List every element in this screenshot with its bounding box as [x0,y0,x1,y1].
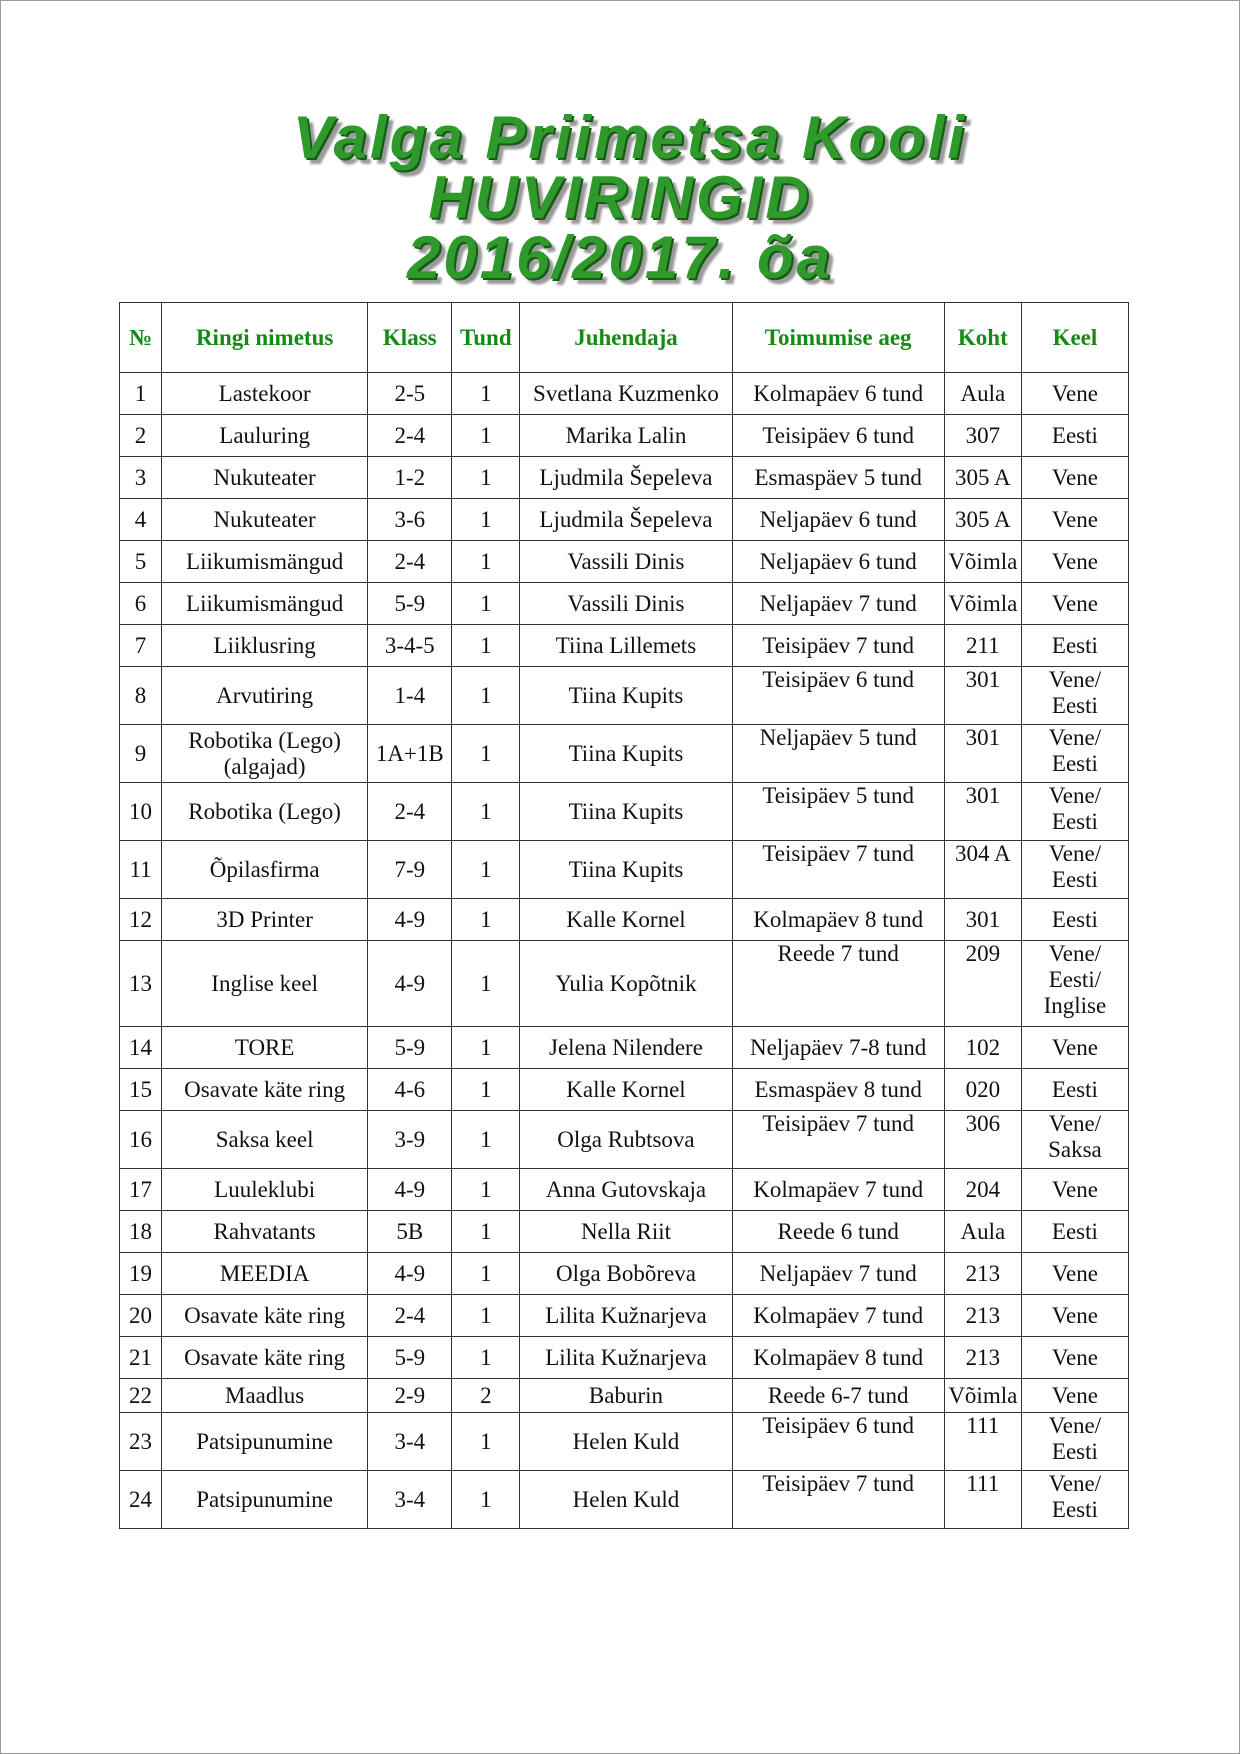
circle-name-cell: Luuleklubi [162,1169,368,1211]
class-cell: 2-4 [368,541,452,583]
place-cell: 111 [944,1413,1021,1471]
lesson-cell: 1 [452,541,520,583]
circle-name-cell: Robotika (Lego) [162,783,368,841]
table-row [120,583,1129,625]
instructor-cell: Tiina Lillemets [520,625,732,667]
instructor-cell: Vassili Dinis [520,541,732,583]
row-number-cell: 5 [120,541,162,583]
instructor-cell: Kalle Kornel [520,1069,732,1111]
lesson-cell: 1 [452,1211,520,1253]
instructor-cell: Lilita Kužnarjeva [520,1337,732,1379]
place-cell: 304 A [944,841,1021,899]
class-cell: 5B [368,1211,452,1253]
language-cell: Vene [1021,373,1128,415]
circle-name-cell: Robotika (Lego) (algajad) [162,725,368,783]
table-row [120,941,1129,1027]
language-cell: Vene [1021,541,1128,583]
instructor-cell: Olga Bobõreva [520,1253,732,1295]
circle-name-cell: Maadlus [162,1379,368,1413]
header-instructor: Juhendaja [520,303,732,373]
schedule-cell: Kolmapäev 6 tund [732,373,944,415]
instructor-cell: Nella Riit [520,1211,732,1253]
row-number-cell: 24 [120,1471,162,1529]
hobby-circles-table [119,302,1129,1529]
class-cell: 1A+1B [368,725,452,783]
schedule-cell: Teisipäev 5 tund [732,783,944,841]
schedule-cell: Neljapäev 6 tund [732,499,944,541]
place-cell: Võimla [944,541,1021,583]
class-cell: 1-4 [368,667,452,725]
language-cell: Vene [1021,499,1128,541]
class-cell: 2-4 [368,783,452,841]
place-cell: 301 [944,783,1021,841]
row-number-cell: 14 [120,1027,162,1069]
place-cell: 211 [944,625,1021,667]
place-cell: 301 [944,667,1021,725]
instructor-cell: Tiina Kupits [520,783,732,841]
instructor-cell: Ljudmila Šepeleva [520,457,732,499]
schedule-cell: Reede 6-7 tund [732,1379,944,1413]
row-number-cell: 12 [120,899,162,941]
place-cell: Aula [944,1211,1021,1253]
table-row [120,841,1129,899]
instructor-cell: Ljudmila Šepeleva [520,499,732,541]
circle-name-cell: Nukuteater [162,457,368,499]
circle-name-cell: Õpilasfirma [162,841,368,899]
place-cell: 305 A [944,457,1021,499]
row-number-cell: 7 [120,625,162,667]
lesson-cell: 1 [452,583,520,625]
class-cell: 2-5 [368,373,452,415]
class-cell: 3-4-5 [368,625,452,667]
lesson-cell: 1 [452,667,520,725]
place-cell: 305 A [944,499,1021,541]
circle-name-cell: MEEDIA [162,1253,368,1295]
row-number-cell: 3 [120,457,162,499]
place-cell: Võimla [944,583,1021,625]
row-number-cell: 22 [120,1379,162,1413]
language-cell: Vene [1021,583,1128,625]
language-cell: Vene [1021,1027,1128,1069]
place-cell: 102 [944,1027,1021,1069]
schedule-cell: Neljapäev 7 tund [732,583,944,625]
circle-name-cell: Arvutiring [162,667,368,725]
row-number-cell: 15 [120,1069,162,1111]
lesson-cell: 1 [452,783,520,841]
instructor-cell: Marika Lalin [520,415,732,457]
circle-name-cell: Liikumismängud [162,541,368,583]
table-row [120,783,1129,841]
schedule-cell: Kolmapäev 7 tund [732,1169,944,1211]
header-place: Koht [944,303,1021,373]
table-row [120,1169,1129,1211]
class-cell: 5-9 [368,1027,452,1069]
place-cell: 111 [944,1471,1021,1529]
circle-name-cell: Liiklusring [162,625,368,667]
class-cell: 2-4 [368,415,452,457]
instructor-cell: Baburin [520,1379,732,1413]
row-number-cell: 13 [120,941,162,1027]
lesson-cell: 1 [452,415,520,457]
table-row [120,499,1129,541]
header-language: Keel [1021,303,1128,373]
schedule-cell: Kolmapäev 8 tund [732,899,944,941]
language-cell: Vene/ Eesti [1021,841,1128,899]
lesson-cell: 1 [452,499,520,541]
place-cell: Võimla [944,1379,1021,1413]
lesson-cell: 1 [452,1471,520,1529]
place-cell: 301 [944,725,1021,783]
table-row [120,1471,1129,1529]
schedule-cell: Teisipäev 6 tund [732,667,944,725]
lesson-cell: 1 [452,1253,520,1295]
language-cell: Eesti [1021,1211,1128,1253]
schedule-cell: Neljapäev 6 tund [732,541,944,583]
title-school: Valga Priimetsa Kooli [292,104,968,171]
table-row [120,457,1129,499]
schedule-cell: Teisipäev 6 tund [732,415,944,457]
row-number-cell: 19 [120,1253,162,1295]
table-row [120,1253,1129,1295]
row-number-cell: 10 [120,783,162,841]
table-row [120,667,1129,725]
table-row [120,541,1129,583]
schedule-cell: Kolmapäev 7 tund [732,1295,944,1337]
instructor-cell: Vassili Dinis [520,583,732,625]
lesson-cell: 1 [452,1295,520,1337]
language-cell: Eesti [1021,415,1128,457]
schedule-cell: Teisipäev 7 tund [732,625,944,667]
circle-name-cell: 3D Printer [162,899,368,941]
row-number-cell: 9 [120,725,162,783]
instructor-cell: Helen Kuld [520,1413,732,1471]
title-year: 2016/2017. õa [407,224,833,291]
schedule-cell: Reede 6 tund [732,1211,944,1253]
header-schedule: Toimumise aeg [732,303,944,373]
place-cell: 213 [944,1337,1021,1379]
circle-name-cell: Patsipunumine [162,1413,368,1471]
language-cell: Vene/ Saksa [1021,1111,1128,1169]
row-number-cell: 6 [120,583,162,625]
table-row [120,725,1129,783]
instructor-cell: Tiina Kupits [520,667,732,725]
table-row [120,373,1129,415]
language-cell: Vene/ Eesti [1021,725,1128,783]
title-block [0,104,1240,291]
row-number-cell: 16 [120,1111,162,1169]
table-row [120,1295,1129,1337]
row-number-cell: 21 [120,1337,162,1379]
instructor-cell: Anna Gutovskaja [520,1169,732,1211]
instructor-cell: Yulia Kopõtnik [520,941,732,1027]
language-cell: Vene [1021,1253,1128,1295]
instructor-cell: Jelena Nilendere [520,1027,732,1069]
table-row [120,1211,1129,1253]
lesson-cell: 1 [452,1169,520,1211]
language-cell: Vene [1021,1379,1128,1413]
schedule-cell: Neljapäev 7-8 tund [732,1027,944,1069]
class-cell: 5-9 [368,1337,452,1379]
row-number-cell: 4 [120,499,162,541]
schedule-cell: Esmaspäev 8 tund [732,1069,944,1111]
language-cell: Vene/ Eesti [1021,1471,1128,1529]
lesson-cell: 1 [452,373,520,415]
place-cell: 307 [944,415,1021,457]
circle-name-cell: Rahvatants [162,1211,368,1253]
class-cell: 5-9 [368,583,452,625]
language-cell: Vene/ Eesti [1021,783,1128,841]
circle-name-cell: Lastekoor [162,373,368,415]
place-cell: Aula [944,373,1021,415]
schedule-cell: Esmaspäev 5 tund [732,457,944,499]
circle-name-cell: Inglise keel [162,941,368,1027]
table-row [120,415,1129,457]
place-cell: 209 [944,941,1021,1027]
place-cell: 213 [944,1253,1021,1295]
instructor-cell: Svetlana Kuzmenko [520,373,732,415]
row-number-cell: 1 [120,373,162,415]
table-header-row [120,303,1129,373]
instructor-cell: Olga Rubtsova [520,1111,732,1169]
class-cell: 1-2 [368,457,452,499]
header-number: № [120,303,162,373]
row-number-cell: 11 [120,841,162,899]
lesson-cell: 1 [452,625,520,667]
schedule-cell: Teisipäev 6 tund [732,1413,944,1471]
class-cell: 3-9 [368,1111,452,1169]
class-cell: 4-9 [368,1169,452,1211]
circle-name-cell: Osavate käte ring [162,1069,368,1111]
instructor-cell: Tiina Kupits [520,725,732,783]
place-cell: 301 [944,899,1021,941]
lesson-cell: 1 [452,941,520,1027]
lesson-cell: 1 [452,725,520,783]
table-row [120,1413,1129,1471]
schedule-cell: Kolmapäev 8 tund [732,1337,944,1379]
class-cell: 4-6 [368,1069,452,1111]
lesson-cell: 1 [452,899,520,941]
place-cell: 213 [944,1295,1021,1337]
table-row [120,1027,1129,1069]
schedule-cell: Teisipäev 7 tund [732,1471,944,1529]
class-cell: 3-6 [368,499,452,541]
header-class: Klass [368,303,452,373]
lesson-cell: 1 [452,457,520,499]
circle-name-cell: Saksa keel [162,1111,368,1169]
row-number-cell: 23 [120,1413,162,1471]
lesson-cell: 1 [452,841,520,899]
instructor-cell: Lilita Kužnarjeva [520,1295,732,1337]
schedule-cell: Neljapäev 5 tund [732,725,944,783]
circle-name-cell: Patsipunumine [162,1471,368,1529]
language-cell: Vene [1021,1337,1128,1379]
place-cell: 204 [944,1169,1021,1211]
row-number-cell: 17 [120,1169,162,1211]
circle-name-cell: Lauluring [162,415,368,457]
place-cell: 306 [944,1111,1021,1169]
lesson-cell: 1 [452,1413,520,1471]
language-cell: Eesti [1021,625,1128,667]
instructor-cell: Tiina Kupits [520,841,732,899]
header-circle-name: Ringi nimetus [162,303,368,373]
class-cell: 4-9 [368,1253,452,1295]
lesson-cell: 1 [452,1027,520,1069]
class-cell: 4-9 [368,899,452,941]
table-row [120,899,1129,941]
class-cell: 7-9 [368,841,452,899]
schedule-cell: Neljapäev 7 tund [732,1253,944,1295]
language-cell: Vene/ Eesti [1021,667,1128,725]
table-row [120,1111,1129,1169]
schedule-cell: Teisipäev 7 tund [732,1111,944,1169]
instructor-cell: Helen Kuld [520,1471,732,1529]
row-number-cell: 8 [120,667,162,725]
circle-name-cell: Nukuteater [162,499,368,541]
circle-name-cell: TORE [162,1027,368,1069]
class-cell: 3-4 [368,1471,452,1529]
schedule-cell: Teisipäev 7 tund [732,841,944,899]
language-cell: Eesti [1021,1069,1128,1111]
instructor-cell: Kalle Kornel [520,899,732,941]
header-lesson: Tund [452,303,520,373]
class-cell: 2-9 [368,1379,452,1413]
language-cell: Vene [1021,457,1128,499]
language-cell: Vene/ Eesti [1021,1413,1128,1471]
lesson-cell: 1 [452,1069,520,1111]
table-row [120,1337,1129,1379]
title-main: HUVIRINGID [428,164,812,231]
circle-name-cell: Osavate käte ring [162,1337,368,1379]
table-row [120,1069,1129,1111]
language-cell: Eesti [1021,899,1128,941]
table-row [120,1379,1129,1413]
language-cell: Vene [1021,1169,1128,1211]
lesson-cell: 1 [452,1337,520,1379]
circle-name-cell: Osavate käte ring [162,1295,368,1337]
circle-name-cell: Liikumismängud [162,583,368,625]
language-cell: Vene/ Eesti/ Inglise [1021,941,1128,1027]
class-cell: 2-4 [368,1295,452,1337]
class-cell: 4-9 [368,941,452,1027]
place-cell: 020 [944,1069,1021,1111]
language-cell: Vene [1021,1295,1128,1337]
row-number-cell: 18 [120,1211,162,1253]
lesson-cell: 1 [452,1111,520,1169]
schedule-cell: Reede 7 tund [732,941,944,1027]
table-row [120,625,1129,667]
row-number-cell: 20 [120,1295,162,1337]
row-number-cell: 2 [120,415,162,457]
lesson-cell: 2 [452,1379,520,1413]
class-cell: 3-4 [368,1413,452,1471]
